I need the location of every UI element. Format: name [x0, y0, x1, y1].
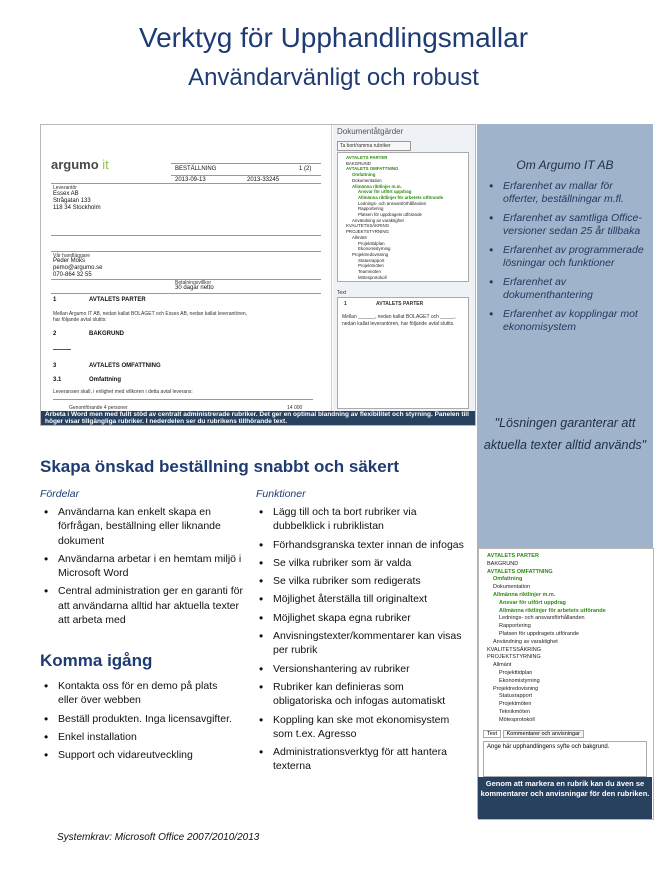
komma-list — [40, 679, 240, 766]
tree-item[interactable]: Rapportering — [499, 623, 531, 630]
tree-item[interactable]: Omfattning — [352, 172, 376, 178]
list-item: • Support och vidareutveckling — [40, 748, 240, 762]
comments-caption: Genom att markera en rubrik kan du även se kommentarer och anvisningar för den rubriken. — [478, 777, 652, 819]
pane-tabs — [483, 731, 584, 737]
doc-date: 2013-09-13 — [175, 177, 206, 183]
tree-item[interactable]: AVTALETS OMFATTNING — [346, 166, 399, 172]
section-title: BAKGRUND — [89, 331, 124, 337]
supplier-city: 118 34 Stockholm — [53, 205, 101, 211]
list-item: • Användarna arbetar i en hemtam miljö i Microsoft Word — [40, 552, 250, 581]
page-title: Verktyg för Upphandlingsmallar — [138, 22, 529, 53]
text-preview-box — [337, 297, 469, 409]
tree-item[interactable]: Allmänna riktlinjer för arbetets utförande — [358, 194, 444, 200]
about-heading: Om Argumo IT AB — [516, 158, 614, 172]
tab-comments[interactable]: Kommentarer och anvisningar — [503, 730, 584, 738]
tree-item[interactable]: Lednings- och ansvarsförhållanden — [358, 200, 427, 206]
list-item: • Beställ produkten. Inga licensavgifter. — [40, 712, 240, 726]
argumo-logo: argumo it — [51, 157, 109, 172]
tree-item[interactable]: Mötesprotokoll — [358, 274, 387, 280]
contact-email: pemo@argumo.se — [53, 265, 103, 271]
tree-item[interactable]: Allmänt — [352, 234, 367, 240]
list-item: • Versionshantering av rubriker — [255, 662, 465, 676]
heading-tree[interactable] — [337, 152, 469, 282]
section-heading-start: Komma igång — [40, 651, 153, 670]
tree-item[interactable]: Projektmöten — [499, 701, 532, 708]
tree-item[interactable]: KVALITETSSÄKRING — [487, 646, 541, 653]
page-subtitle: Användarvänligt och robust — [188, 64, 479, 91]
list-item: • Förhandsgranska texter innan de infogas — [255, 538, 465, 552]
fordelar-label: Fördelar — [40, 488, 80, 500]
list-item: • Användarna kan enkelt skapa en förfrågan, beställning eller liknande dokument — [40, 505, 250, 548]
list-item: • Kontakta oss för en demo på plats eller över webben — [40, 679, 240, 708]
preview-text: Mellan ______, nedan kallat BOLAGET och _____, nedan kallat leverantören, har följande avtal slutits. — [342, 314, 456, 327]
tree-item[interactable]: Lednings- och ansvarsförhållanden — [499, 615, 585, 622]
tree-item[interactable]: Projektredovisning — [352, 251, 389, 257]
supplier-label: Leverantör — [53, 185, 77, 191]
tree-item[interactable]: Användning av varaktighet — [352, 217, 404, 223]
tree-item[interactable]: Allmänt — [493, 662, 512, 669]
tree-item[interactable]: Dokumentation — [352, 177, 382, 183]
funktioner-list — [255, 505, 465, 778]
tree-item[interactable]: AVTALETS PARTER — [346, 155, 388, 160]
tree-item[interactable]: Teknikmöten — [499, 709, 530, 715]
tree-item[interactable]: Projektredovisning — [493, 685, 539, 692]
list-item: • Koppling kan ske mot ekonomisystem som t.ex. Agresso — [255, 713, 465, 742]
list-item: • Erfarenhet av programmerade lösningar och funktioner — [487, 244, 647, 270]
tree-item[interactable]: KVALITETSSÄKRING — [346, 223, 390, 229]
list-item: • Rubriker kan definieras som obligatoriska och infogas automatiskt — [255, 680, 465, 709]
list-item: • Erfarenhet av kopplingar mot ekonomisystem — [487, 308, 647, 334]
comment-box: Ange här upphandlingens syfte och bakgrund. — [483, 741, 647, 777]
tree-item[interactable]: Mötesprotokoll — [499, 716, 535, 723]
tab-text[interactable]: Text — [337, 290, 347, 296]
section-text: Leveransen skall, i enlighet med villkoren i detta avtal leverans: — [53, 389, 193, 395]
document-preview — [41, 125, 332, 411]
tree-item[interactable]: Statusrapport — [499, 693, 533, 700]
tree-item[interactable]: PROJEKTSTYRNING — [346, 229, 389, 235]
tree-item[interactable]: BAKGRUND — [487, 560, 519, 567]
tree-item[interactable]: Statusrapport — [358, 257, 385, 263]
contact-label: Vår handläggare — [53, 253, 90, 259]
doc-type: BESTÄLLNING — [175, 166, 217, 172]
funktioner-label: Funktioner — [256, 488, 306, 500]
tree-item[interactable]: AVTALETS PARTER — [487, 553, 539, 559]
section-title: Omfattning — [89, 377, 121, 383]
section-title: AVTALETS OMFATTNING — [89, 363, 161, 369]
list-item: • Se vilka rubriker som är valda — [255, 556, 465, 570]
contact-phone: 070-864 32 55 — [53, 272, 92, 278]
list-item: • Central administration ger en garanti för att användarna alltid har aktuella texter att arbeta med — [40, 584, 250, 627]
section-text: Mellan Argumo IT AB, nedan kallat BOLAGET och Essex AB, nedan kallat leverantören, har följande avtal slutits: — [53, 311, 248, 323]
tree-item[interactable]: Projektmöten — [358, 263, 384, 269]
remove-headings-button[interactable]: Ta bort/ramma rubriker — [337, 141, 411, 151]
section-title: AVTALETS PARTER — [89, 297, 146, 303]
terms-label: Betalningsvillkor — [175, 280, 212, 286]
contact-name: Peder Moks — [53, 258, 86, 264]
about-list — [487, 180, 647, 340]
supplier-street: Strågatan 133 — [53, 198, 91, 204]
tree-item[interactable]: Ansvar för utfört uppdrag — [499, 599, 566, 606]
tree-item[interactable]: Rapportering — [358, 206, 384, 212]
pane-title: Dokumentåtgärder — [337, 127, 404, 136]
page-number: 1 (2) — [299, 166, 312, 172]
list-item: • Enkel installation — [40, 730, 240, 744]
tree-item[interactable]: Teammöten — [358, 269, 381, 274]
quote: "Lösningen garanterar att aktuella texter alltid används" — [483, 416, 647, 452]
list-item: • Se vilka rubriker som redigerats — [255, 574, 465, 588]
list-item: • Administrationsverktyg för att hantera texterna — [255, 745, 465, 774]
section-number: 3 — [53, 363, 57, 369]
list-item: • Erfarenhet av dokumenthantering — [487, 276, 647, 302]
tree-item[interactable]: Omfattning — [493, 576, 523, 583]
tree-item[interactable]: Ekonomistyrning — [499, 677, 540, 684]
list-item: • Möjlighet skapa egna rubriker — [255, 611, 465, 625]
section-heading-order: Skapa önskad beställning snabbt och säkert — [40, 457, 399, 476]
tree-item[interactable]: Dokumentation — [493, 584, 530, 591]
table-row-value: 14 000 — [287, 405, 303, 411]
section-number: 2 — [53, 331, 57, 337]
system-requirements: Systemkrav: Microsoft Office 2007/2010/2013 — [57, 832, 260, 843]
terms-value: 30 dagar netto — [175, 285, 214, 291]
table-row: Genomförande 4 personer — [69, 405, 128, 411]
preview-title: AVTALETS PARTER — [376, 301, 424, 307]
tree-item[interactable]: Platsen för uppdragets utförande — [499, 631, 580, 637]
list-item: • Erfarenhet av mallar för offerter, beställningar m.fl. — [487, 180, 647, 206]
preview-number: 1 — [344, 301, 347, 307]
list-item: • Möjlighet återställa till originaltext — [255, 592, 465, 606]
screenshot-caption: Arbeta i Word men med fullt stöd av centralt administrerade rubriker. Det ger en optimal blandning av flexibilitet och styrning. Panelen till höger visar tillgängliga rubriker. I nederdelen ser du rubrikens tillhörande text. — [41, 411, 475, 425]
tree-item[interactable]: Allmänna riktlinjer m.m. — [493, 592, 556, 598]
fordelar-list — [40, 505, 250, 631]
tree-item[interactable]: Projekttidplan — [358, 240, 385, 246]
tree-item[interactable]: AVTALETS OMFATTNING — [487, 568, 553, 575]
tree-item[interactable]: Allmänna riktlinjer för arbetets utförande — [499, 607, 606, 614]
tree-item[interactable]: Platsen för uppdragets utförande — [358, 212, 422, 217]
document-actions-pane — [333, 125, 475, 411]
tab-text[interactable]: Text — [483, 730, 501, 738]
list-item: • Lägg till och ta bort rubriker via dubbelklick i rubriklistan — [255, 505, 465, 534]
section-number: 1 — [53, 297, 57, 303]
tree-item[interactable]: BAKGRUND — [346, 160, 371, 166]
list-item: • Anvisningstexter/kommentarer kan visas per rubrik — [255, 629, 465, 658]
list-item: • Erfarenhet av samtliga Office-versioner sedan 25 år tillbaka — [487, 212, 647, 238]
tree-item[interactable]: Allmänna riktlinjer m.m. — [352, 183, 402, 189]
section-number: 3.1 — [53, 377, 62, 383]
tree-item[interactable]: Ekonomistyrning — [358, 246, 391, 252]
tree-item[interactable]: Projekttidplan — [499, 670, 533, 676]
doc-ref: 2013-33245 — [247, 177, 280, 183]
tree-item[interactable]: Ansvar för utfört uppdrag — [358, 189, 412, 195]
word-screenshot — [40, 124, 476, 426]
supplier-name: Essex AB — [53, 191, 79, 197]
tree-item[interactable]: PROJEKTSTYRNING — [487, 654, 541, 661]
tree-item[interactable]: Användning av varaktighet — [493, 638, 558, 645]
